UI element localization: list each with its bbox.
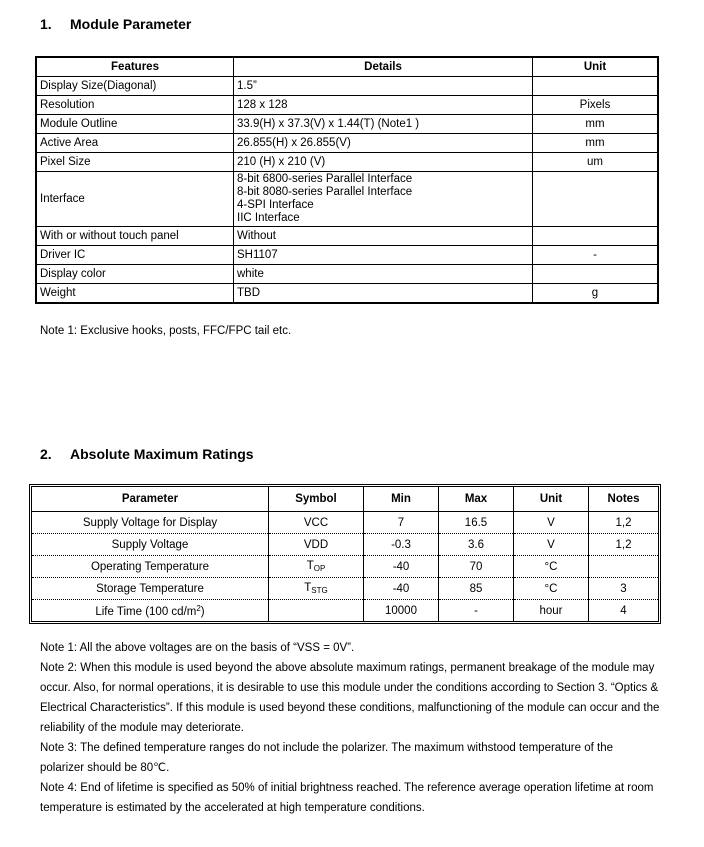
- parameter-tail: ): [200, 605, 205, 618]
- table-row: [36, 284, 658, 304]
- min-cell: -0.3: [364, 534, 439, 556]
- section-2-heading: [40, 446, 254, 462]
- symbol-subscript: OP: [313, 564, 326, 573]
- note-paragraph: Note 1: All the above voltages are on the basis of “VSS = 0V”.: [40, 642, 355, 654]
- symbol-cell: [269, 578, 364, 600]
- absolute-max-ratings-frame: [29, 484, 661, 624]
- section-2-title: Absolute Maximum Ratings: [70, 446, 254, 462]
- unit-cell: [533, 77, 659, 96]
- feature-cell: Interface: [36, 172, 234, 227]
- unit-cell: [533, 265, 659, 284]
- header-unit: Unit: [514, 487, 589, 512]
- unit-cell: [533, 172, 659, 227]
- interface-line: 8-bit 8080-series Parallel Interface: [237, 186, 413, 198]
- unit-cell: °C: [514, 578, 589, 600]
- parameter-cell: Supply Voltage for Display: [32, 512, 269, 534]
- feature-cell: Active Area: [36, 134, 234, 153]
- notes-cell: 1,2: [589, 534, 659, 556]
- section-1-number: 1.: [40, 16, 52, 32]
- module-parameter-table: [35, 56, 659, 304]
- table-header-row: [36, 57, 658, 77]
- parameter-cell: [32, 600, 269, 622]
- max-cell: 85: [439, 578, 514, 600]
- feature-cell: Module Outline: [36, 115, 234, 134]
- feature-cell: Display Size(Diagonal): [36, 77, 234, 96]
- parameter-cell: Operating Temperature: [32, 556, 269, 578]
- feature-cell: Display color: [36, 265, 234, 284]
- table-row: [32, 578, 658, 600]
- unit-cell: V: [514, 534, 589, 556]
- header-notes: Notes: [589, 487, 659, 512]
- parameter-cell: Storage Temperature: [32, 578, 269, 600]
- min-cell: -40: [364, 556, 439, 578]
- table-row: [32, 534, 658, 556]
- table-row: [36, 172, 658, 227]
- header-min: Min: [364, 487, 439, 512]
- max-cell: 16.5: [439, 512, 514, 534]
- details-cell: 1.5”: [234, 77, 533, 96]
- section-1-heading: [40, 16, 191, 32]
- table-row: [32, 556, 658, 578]
- parameter-superscript: 2: [196, 603, 201, 613]
- table-row: [36, 246, 658, 265]
- max-cell: -: [439, 600, 514, 622]
- table-row: [36, 227, 658, 246]
- unit-cell: [533, 227, 659, 246]
- table-row: [36, 77, 658, 96]
- max-cell: 70: [439, 556, 514, 578]
- interface-line: IIC Interface: [237, 212, 300, 224]
- interface-line: 4-SPI Interface: [237, 199, 314, 211]
- feature-cell: Driver IC: [36, 246, 234, 265]
- interface-line: 8-bit 6800-series Parallel Interface: [237, 173, 413, 185]
- unit-cell: mm: [533, 115, 659, 134]
- header-parameter: Parameter: [32, 487, 269, 512]
- symbol-subscript: STG: [311, 586, 328, 595]
- min-cell: -40: [364, 578, 439, 600]
- header-features: Features: [36, 57, 234, 77]
- section-2-notes: [40, 638, 660, 818]
- min-cell: 10000: [364, 600, 439, 622]
- parameter-cell: Supply Voltage: [32, 534, 269, 556]
- section-1-note: Note 1: Exclusive hooks, posts, FFC/FPC tail etc.: [40, 325, 292, 337]
- table-header-row: [32, 487, 658, 512]
- table-row: [36, 134, 658, 153]
- symbol-cell: VDD: [269, 534, 364, 556]
- symbol-main: T: [306, 560, 314, 572]
- notes-cell: [589, 556, 659, 578]
- symbol-cell: [269, 600, 364, 622]
- max-cell: 3.6: [439, 534, 514, 556]
- table-row: [36, 115, 658, 134]
- feature-cell: Pixel Size: [36, 153, 234, 172]
- unit-cell: g: [533, 284, 659, 304]
- parameter-text: Life Time (100 cd/m: [95, 605, 197, 618]
- table-row: [36, 96, 658, 115]
- notes-cell: 1,2: [589, 512, 659, 534]
- unit-cell: hour: [514, 600, 589, 622]
- details-cell: Without: [234, 227, 533, 246]
- section-2-number: 2.: [40, 446, 52, 462]
- note-paragraph: Note 3: The defined temperature ranges do not include the polarizer. The maximum withstood temperature of the polarizer should be 80℃.: [40, 742, 613, 774]
- note-paragraph: Note 4: End of lifetime is specified as 50% of initial brightness reached. The reference average operation lifetime at room temperature is estimated by the accelerated at high temperature conditions.: [40, 782, 654, 814]
- notes-cell: 3: [589, 578, 659, 600]
- details-cell: 26.855(H) x 26.855(V): [234, 134, 533, 153]
- details-cell: 128 x 128: [234, 96, 533, 115]
- note-paragraph: Note 2: When this module is used beyond the above absolute maximum ratings, permanent breakage of the module may occur. Also, for normal operations, it is desirable to use this module under the conditions according to Section 3. “Optics & Electrical Characteristics”. If this module is used beyond these conditions, malfunctioning of the module can occur and the reliability of the module may deteriorate.: [40, 662, 660, 734]
- details-cell: [234, 172, 533, 227]
- min-cell: 7: [364, 512, 439, 534]
- header-symbol: Symbol: [269, 487, 364, 512]
- details-cell: TBD: [234, 284, 533, 304]
- absolute-max-ratings-table: [32, 487, 658, 621]
- symbol-cell: VCC: [269, 512, 364, 534]
- unit-cell: -: [533, 246, 659, 265]
- header-unit: Unit: [533, 57, 659, 77]
- feature-cell: With or without touch panel: [36, 227, 234, 246]
- symbol-cell: [269, 556, 364, 578]
- table-row: [32, 512, 658, 534]
- details-cell: 33.9(H) x 37.3(V) x 1.44(T) (Note1 ): [234, 115, 533, 134]
- header-max: Max: [439, 487, 514, 512]
- details-cell: 210 (H) x 210 (V): [234, 153, 533, 172]
- feature-cell: Resolution: [36, 96, 234, 115]
- feature-cell: Weight: [36, 284, 234, 304]
- table-row: [36, 153, 658, 172]
- details-cell: SH1107: [234, 246, 533, 265]
- unit-cell: mm: [533, 134, 659, 153]
- table-row: [36, 265, 658, 284]
- unit-cell: Pixels: [533, 96, 659, 115]
- unit-cell: um: [533, 153, 659, 172]
- symbol-main: T: [304, 582, 312, 594]
- unit-cell: °C: [514, 556, 589, 578]
- details-cell: white: [234, 265, 533, 284]
- section-1-title: Module Parameter: [70, 16, 192, 32]
- table-row: [32, 600, 658, 622]
- unit-cell: V: [514, 512, 589, 534]
- notes-cell: 4: [589, 600, 659, 622]
- header-details: Details: [234, 57, 533, 77]
